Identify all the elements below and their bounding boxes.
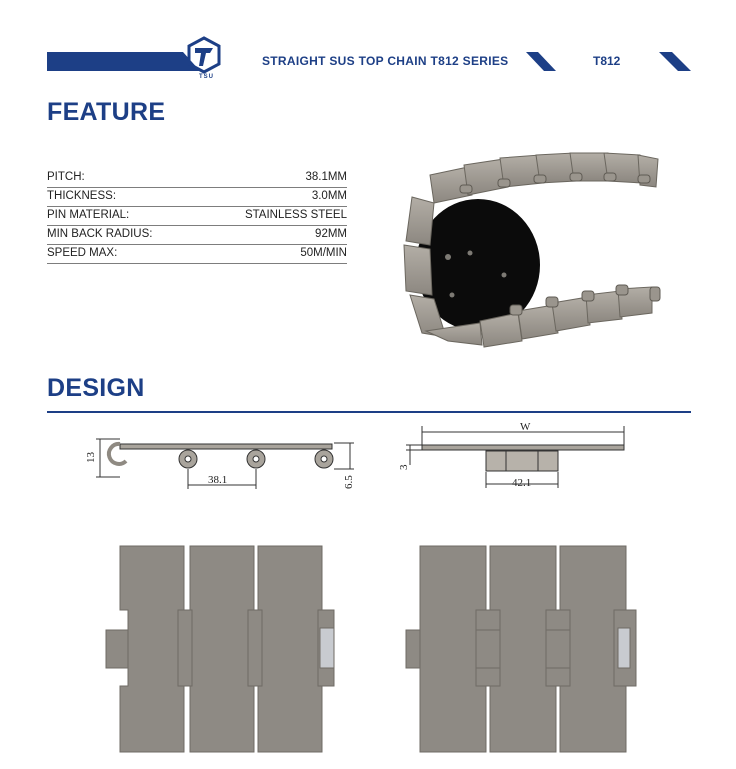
spec-row bbox=[47, 187, 347, 207]
front-view-drawing bbox=[400, 420, 640, 495]
spec-value: 50M/MIN bbox=[300, 247, 347, 259]
header-bar-left bbox=[47, 52, 183, 71]
spec-label: SPEED MAX: bbox=[47, 247, 118, 259]
spec-label: MIN BACK RADIUS: bbox=[47, 228, 153, 240]
feature-heading: FEATURE bbox=[47, 98, 166, 126]
header-slant-right-2 bbox=[659, 52, 693, 71]
spec-value: 3.0MM bbox=[311, 190, 347, 202]
spec-row bbox=[47, 225, 347, 245]
spec-row bbox=[47, 168, 347, 188]
design-heading: DESIGN bbox=[47, 374, 145, 402]
dim-thickness-label: 3 bbox=[398, 464, 410, 470]
spec-row bbox=[47, 244, 347, 264]
spec-label: THICKNESS: bbox=[47, 190, 117, 202]
dim-width-label: W bbox=[520, 421, 531, 433]
page-title: STRAIGHT SUS TOP CHAIN T812 SERIES bbox=[262, 54, 509, 68]
spec-label: PIN MATERIAL: bbox=[47, 209, 130, 221]
side-view-drawing bbox=[80, 425, 370, 500]
header-slant-right-1 bbox=[526, 52, 556, 71]
top-view-right bbox=[400, 540, 650, 755]
dim-hinge-label: 42.1 bbox=[512, 477, 532, 489]
dim-height-label: 13 bbox=[85, 452, 97, 463]
spec-value: 92MM bbox=[315, 228, 347, 240]
dim-pitch-label: 38.1 bbox=[208, 474, 228, 486]
chain-3d-illustration bbox=[390, 145, 680, 355]
series-code: T812 bbox=[593, 54, 621, 68]
top-view-left bbox=[100, 540, 350, 755]
spec-label: PITCH: bbox=[47, 171, 85, 183]
dim-pin-offset-label: 6.5 bbox=[343, 475, 355, 489]
logo-icon bbox=[186, 36, 222, 74]
spec-value: 38.1MM bbox=[305, 171, 347, 183]
section-divider bbox=[47, 411, 691, 413]
logo-text: TSU bbox=[199, 74, 214, 80]
spec-value: STAINLESS STEEL bbox=[244, 209, 347, 221]
spec-row bbox=[47, 206, 347, 226]
